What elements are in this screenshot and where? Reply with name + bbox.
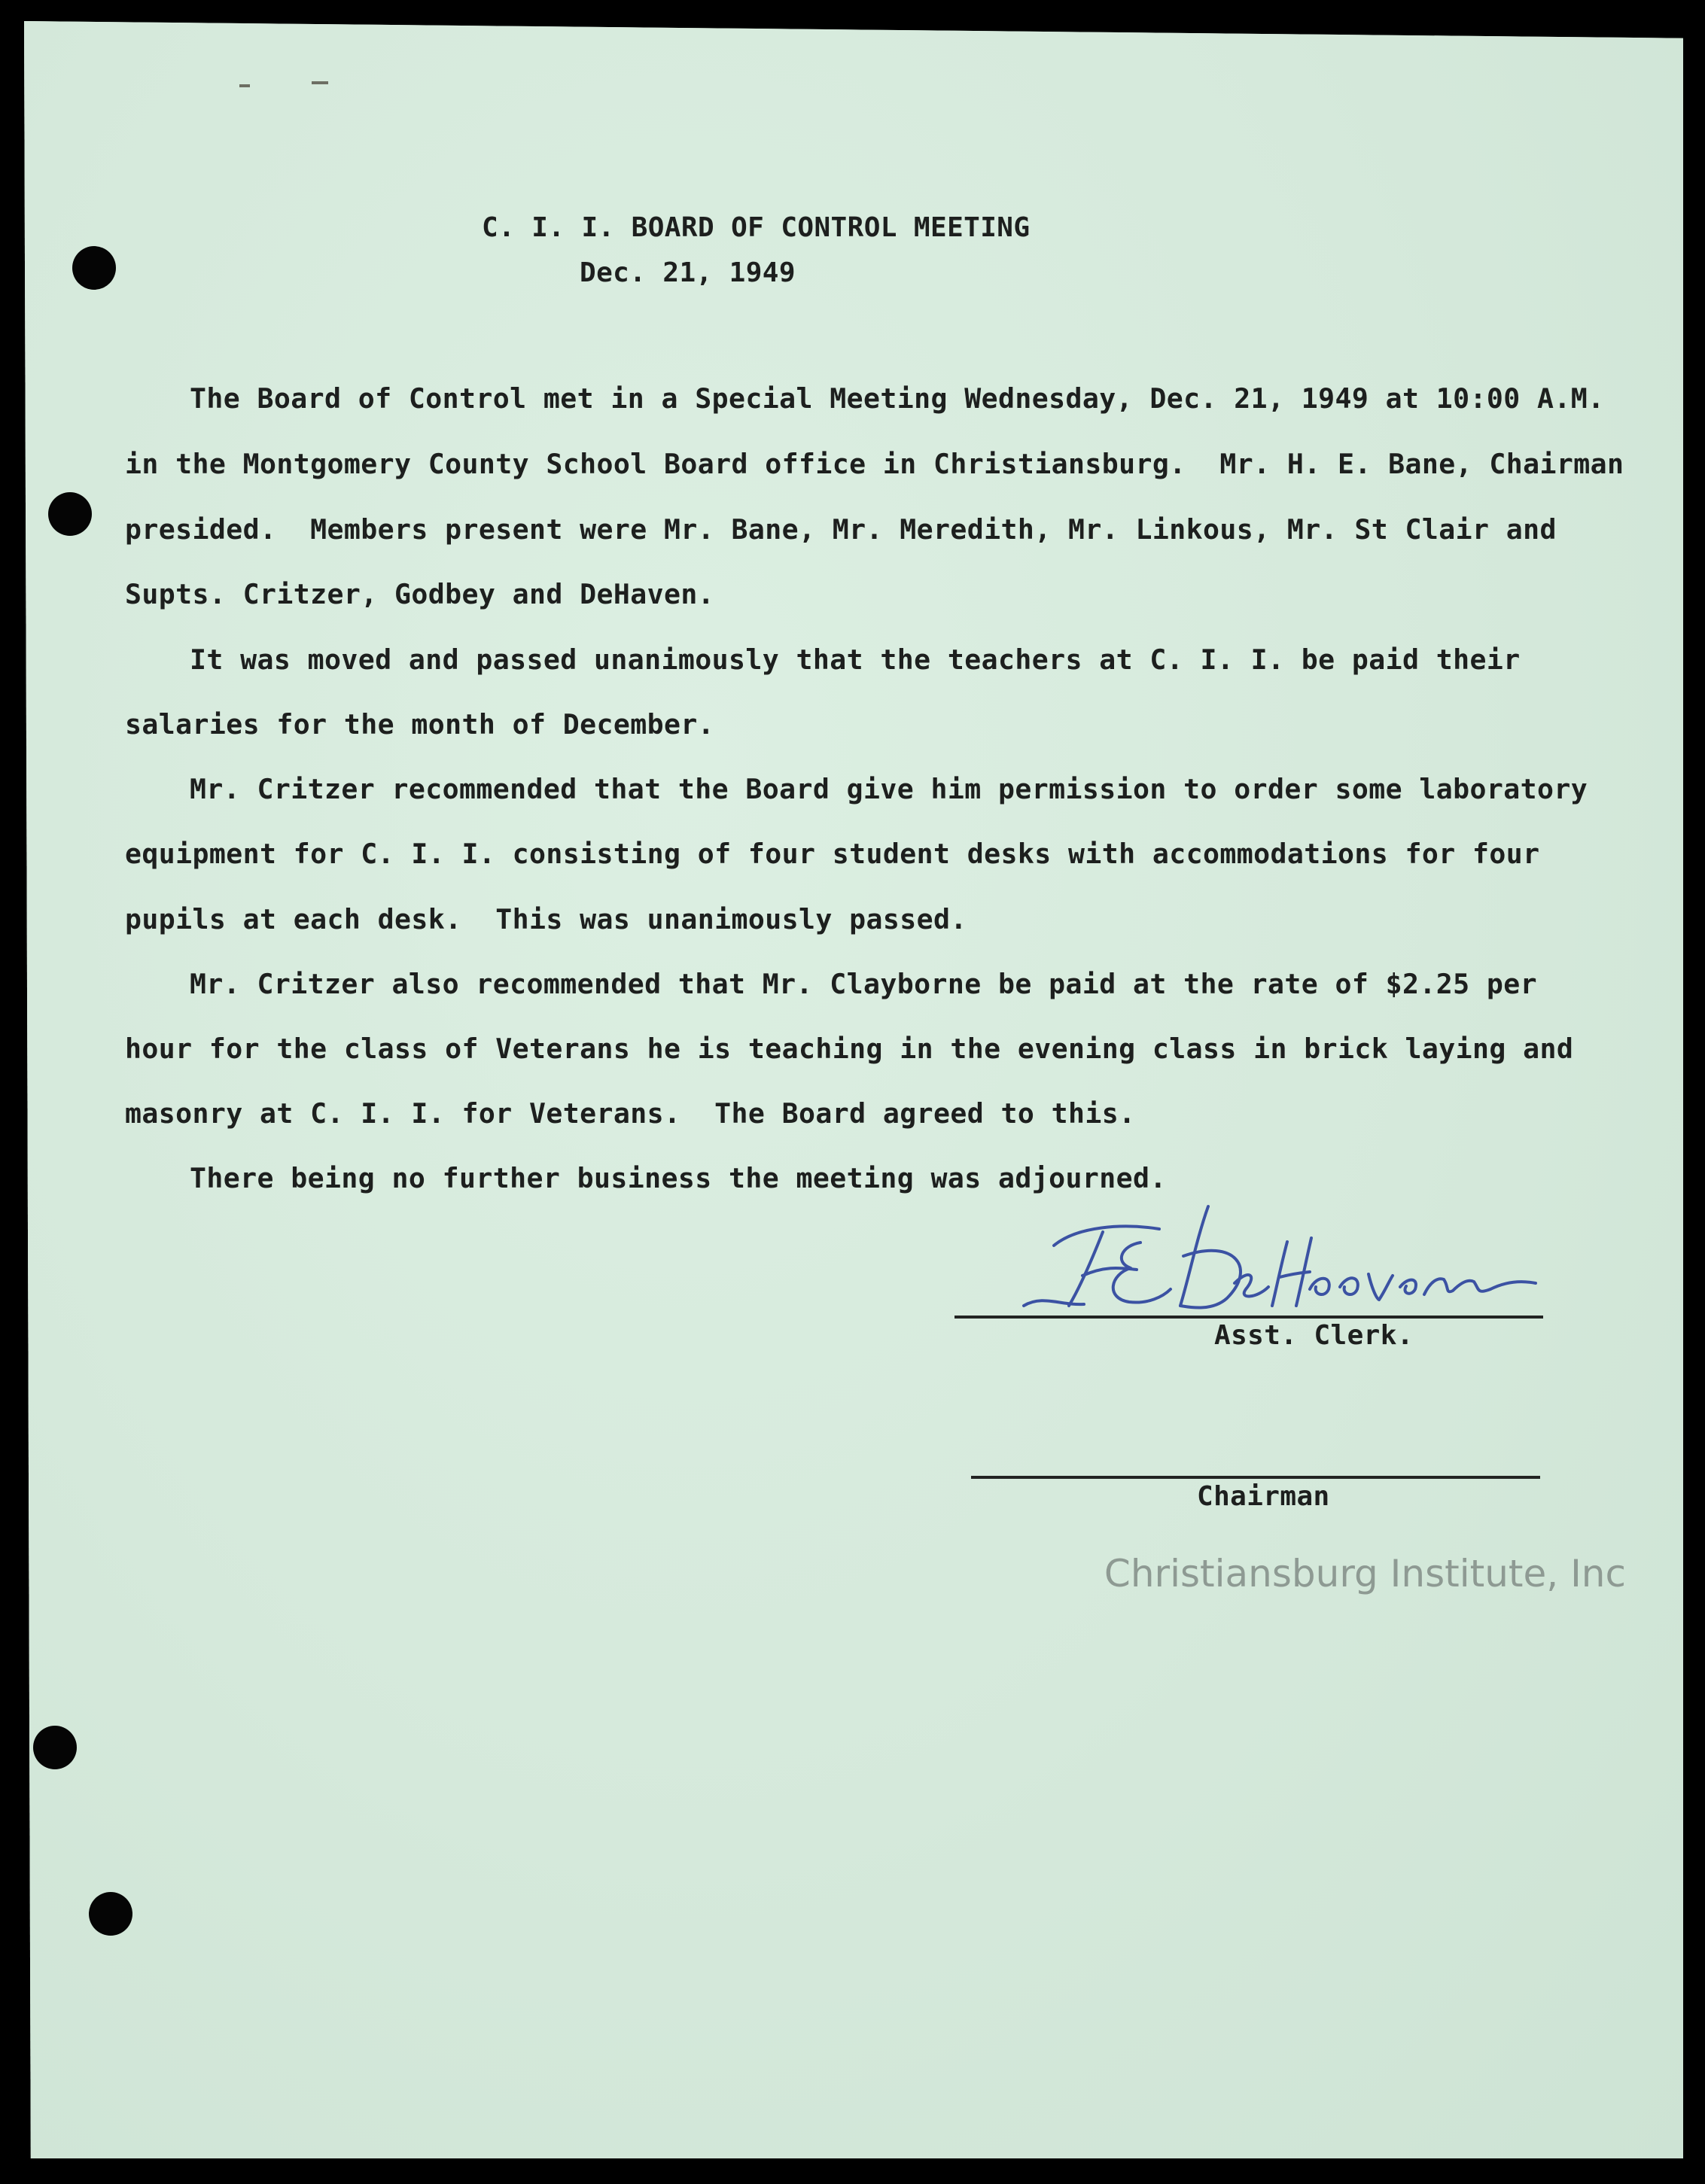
body-line: in the Montgomery County School Board office in Christiansburg. Mr. H. E. Bane, Chairman: [125, 448, 1624, 480]
clerk-signature-line: [954, 1316, 1543, 1319]
body-line: Supts. Critzer, Godbey and DeHaven.: [125, 578, 715, 610]
paper-sheet: [24, 21, 1683, 2158]
body-line: equipment for C. I. I. consisting of four student desks with accommodations for four: [125, 838, 1540, 870]
body-line: It was moved and passed unanimously that the teachers at C. I. I. be paid their: [190, 643, 1521, 676]
asst-clerk-label: Asst. Clerk.: [1214, 1320, 1414, 1351]
ink-speck: [239, 84, 250, 87]
body-line: There being no further business the meeting was adjourned.: [190, 1162, 1167, 1194]
body-line: The Board of Control met in a Special Meeting Wednesday, Dec. 21, 1949 at 10:00 A.M.: [190, 382, 1605, 415]
archive-watermark: Christiansburg Institute, Inc: [1104, 1552, 1626, 1595]
chairman-signature-line: [971, 1476, 1540, 1479]
body-line: masonry at C. I. I. for Veterans. The Board agreed to this.: [125, 1097, 1136, 1130]
punch-hole: [48, 492, 92, 536]
body-line: salaries for the month of December.: [125, 708, 715, 741]
body-line: Mr. Critzer recommended that the Board give him permission to order some laboratory: [190, 773, 1588, 805]
punch-hole: [89, 1892, 132, 1936]
document-title: C. I. I. BOARD OF CONTROL MEETING: [482, 212, 1031, 243]
punch-hole: [72, 246, 116, 290]
chairman-label: Chairman: [1197, 1481, 1330, 1512]
punch-hole: [33, 1726, 77, 1769]
ink-speck: [312, 81, 328, 84]
body-line: presided. Members present were Mr. Bane, Mr. Meredith, Mr. Linkous, Mr. St Clair and: [125, 513, 1557, 546]
body-line: hour for the class of Veterans he is teaching in the evening class in brick laying and: [125, 1033, 1574, 1065]
handwritten-signature: [1009, 1193, 1551, 1328]
body-line: pupils at each desk. This was unanimously passed.: [125, 903, 967, 935]
document-date: Dec. 21, 1949: [580, 257, 796, 288]
body-line: Mr. Critzer also recommended that Mr. Clayborne be paid at the rate of $2.25 per: [190, 968, 1537, 1000]
